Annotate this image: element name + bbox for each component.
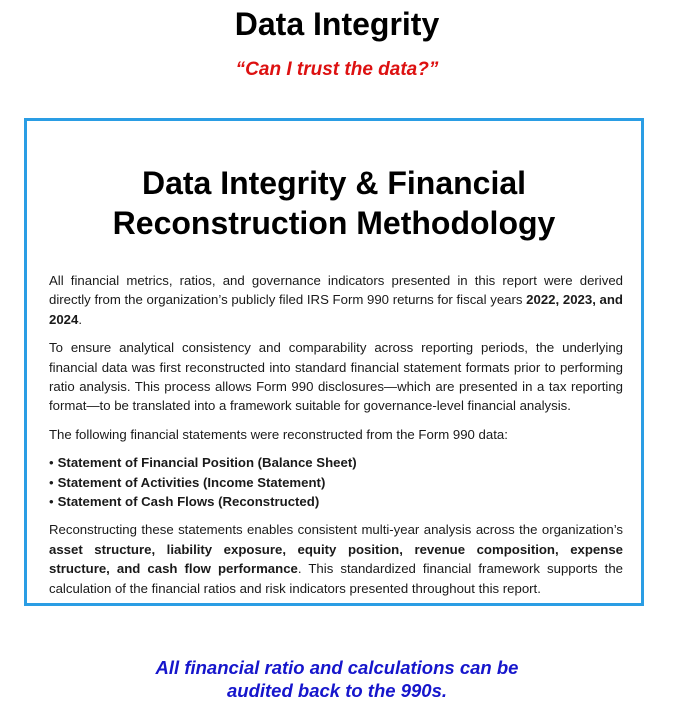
footer-note bbox=[0, 656, 674, 702]
paragraph-source bbox=[49, 271, 623, 329]
bullet-icon: • bbox=[49, 455, 54, 471]
card-body bbox=[49, 271, 623, 607]
paragraph-source-end: . bbox=[78, 311, 83, 327]
list-item bbox=[49, 492, 623, 511]
footer-line1: All financial ratio and calculations can be bbox=[155, 657, 519, 678]
list-item bbox=[49, 453, 623, 472]
paragraph-source-text: All financial metrics, ratios, and governance indicators presented in this report were derived directly from the organization’s publicly filed IRS Form 990 returns for fiscal years bbox=[49, 273, 623, 308]
card-title-line2: Reconstruction Methodology bbox=[112, 205, 556, 241]
paragraph-consistency: To ensure analytical consistency and comparability across reporting periods, the underlying financial data was first reconstructed into standard financial statement formats prior to performing ratio analysis. This process allows Form 990 disclosures—which are presented in a tax reporting format—to be translated into a framework suitable for governance-level financial analysis. bbox=[49, 340, 623, 414]
page-title: Data Integrity bbox=[234, 6, 440, 42]
paragraph-reconstruction-text1: Reconstructing these statements enables consistent multi-year analysis across the organization’s bbox=[49, 522, 623, 538]
analysis-areas: asset structure, liability exposure, equity position, revenue composition, expense structure, and cash flow performance bbox=[49, 541, 623, 577]
fiscal-years: 2022, 2023, and 2024 bbox=[49, 292, 623, 327]
paragraph-statements-intro: The following financial statements were reconstructed from the Form 990 data: bbox=[49, 426, 508, 442]
card-title-line1: Data Integrity & Financial bbox=[141, 165, 527, 201]
list-item-label: Statement of Activities (Income Statement) bbox=[57, 474, 326, 490]
list-item bbox=[49, 473, 623, 492]
list-item-label: Statement of Cash Flows (Reconstructed) bbox=[57, 494, 320, 510]
statements-list bbox=[49, 453, 623, 511]
bullet-icon: • bbox=[49, 474, 54, 490]
footer-line2: audited back to the 990s. bbox=[226, 680, 447, 701]
bullet-icon: • bbox=[49, 494, 54, 510]
paragraph-reconstruction-text2: . This standardized financial framework supports the calculation of the financial ratios and risk indicators presented throughout this report. bbox=[49, 561, 623, 596]
page-subtitle: “Can I trust the data?” bbox=[235, 59, 439, 80]
card-title bbox=[27, 163, 641, 243]
paragraph-reconstruction bbox=[49, 520, 623, 598]
list-item-label: Statement of Financial Position (Balance Sheet) bbox=[57, 455, 357, 471]
methodology-card bbox=[24, 118, 644, 606]
